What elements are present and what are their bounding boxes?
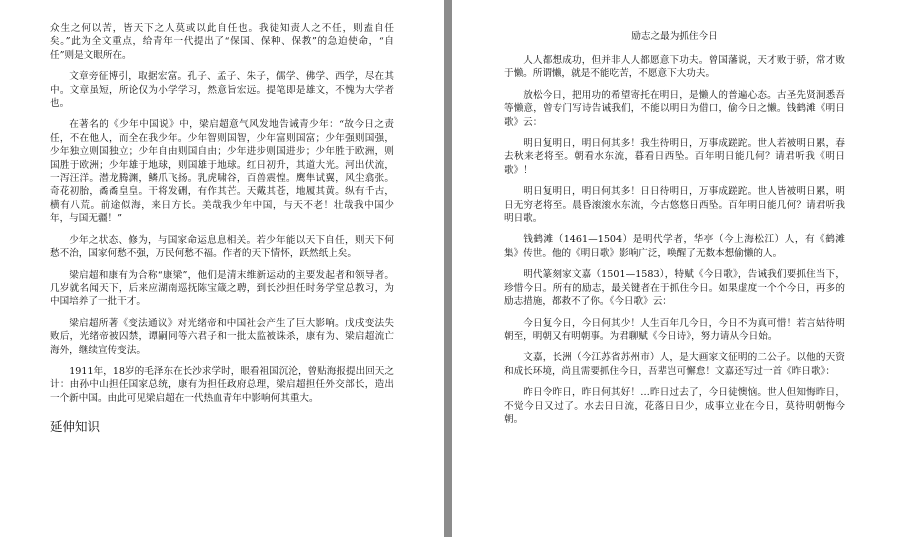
left-paragraph-5: 梁启超和康有为合称“康梁”，他们是清末维新运动的主要发起者和领导者。几岁就名闻天下，后来应湖南巡抚陈宝箴之聘，到长沙担任时务学堂总教习，为中国培养了一批干才。 — [50, 269, 394, 308]
left-paragraph-3: 在著名的《少年中国说》中，梁启超意气风发地告诫青少年：“故今日之责任，不在他人，而全在我少年。少年智则国智，少年富则国富；少年强则国强，少年独立则国独立；少年自由则国自由；少年进步则国进步；少年胜于欧洲，则国胜于欧洲；少年雄于地球，则国雄于地球。红日初升，其道大光。河出伏流，一泻汪洋。潜龙腾渊，鳞爪飞扬。乳虎啸谷，百兽震惶。鹰隼试翼，风尘翕张。奇花初胎，矞矞皇皇。干将发硎，有作其芒。天戴其苍，地履其黄。纵有千古，横有八荒。前途似海，来日方长。美哉我少年中国，与天不老！壮哉我中国少年，与国无疆！” — [50, 119, 394, 225]
left-paragraph-6: 梁启超所著《变法通议》对光绪帝和中国社会产生了巨大影响。戊戌变法失败后，光绪帝被囚禁，谭嗣同等六君子和一批太监被诛杀，康有为、梁启超流亡海外，继续宣传变法。 — [50, 317, 394, 356]
right-paragraph-9: 昨日令昨日，昨日何其好！…昨日过去了，今日徒懊恼。世人但知悔昨日，不觉今日又过了。水去日日流，花落日日少，成事立业在今日，莫待明朝悔今朝。 — [504, 387, 845, 425]
right-paragraph-2: 放松今日，把用功的希望寄托在明日，是懒人的普遍心态。古圣先贤洞悉吾等懒意，曾专门写诗告诫我们，不能以明日为借口，偷今日之懒。钱鹤滩《明日歌》云： — [504, 89, 845, 128]
section-heading: 延伸知识 — [50, 419, 101, 435]
left-paragraph-7: 1911年，18岁的毛泽东在长沙求学时，眼看祖国沉沦，曾贴海报提出回天之计：由孙中山担任国家总统，康有为担任政府总理，梁启超担任外交部长，造出一个新中国。由此可见梁启超在一代热血青年中影响何其重大。 — [50, 365, 394, 404]
left-paragraph-4: 少年之状态、修为，与国家命运息息相关。若少年能以天下自任，则天下何愁不治，国家何愁不强，万民何愁不福。作者的天下情怀，跃然纸上矣。 — [50, 234, 394, 260]
right-paragraph-6: 明代篆刻家文嘉（1501—1583），特赋《今日歌》，告诫我们要抓住当下，珍惜今日。所有的励志，最关键者在于抓住今日。如果虚度一个个今日，再多的励志措施，都救不了你。《今日歌》云： — [504, 269, 845, 308]
right-paragraph-4: 明日复明日，明日何其多！日日待明日，万事成蹉跎。世人皆被明日累，明日无穷老将至。晨昏滚滚水东流，今古悠悠日西坠。百年明日能几何？请君听我明日歌。 — [504, 186, 845, 225]
right-paragraph-7: 今日复今日，今日何其少！人生百年几今日，今日不为真可惜！若言姑待明朝至，明朝又有明朝事。为君聊赋《今日诗》，努力请从今日始。 — [504, 317, 845, 342]
right-page — [452, 0, 897, 537]
left-paragraph-2: 文章旁征博引，取据宏富。孔子、孟子、朱子，儒学、佛学、西学，尽在其中。文章虽短，所论仅为小学学习，然意旨宏远。提笔即是雄文，不愧为大学者也。 — [50, 71, 394, 110]
chapter-title: 励志之最为抓住今日 — [631, 31, 718, 42]
right-paragraph-8: 文嘉，长洲（今江苏省苏州市）人，是大画家文征明的二公子。以他的天资和成长环境，尚且需要抓住今日，吾辈岂可懈怠！文嘉还写过一首《昨日歌》： — [504, 352, 845, 377]
left-page — [0, 0, 444, 537]
page-divider — [444, 0, 452, 537]
left-paragraph-1: 众生之何以苦，皆天下之人莫或以此自任也。我徒知责人之不任，则盍自任矣。”此为全文重点，给青年一代提出了“保国、保种、保教”的急迫使命，“自任”则是文眼所在。 — [50, 23, 394, 61]
right-paragraph-1: 人人都想成功，但并非人人都愿意下功夫。曾国藩说，天才败于骄，常才败于懒。所谓懒，就是不能吃苦，不愿意下大功夫。 — [504, 55, 845, 80]
right-paragraph-5: 钱鹤滩（1461—1504）是明代学者，华亭（今上海松江）人，有《鹤滩集》传世。他的《明日歌》影响广泛，唤醒了无数本想偷懒的人。 — [504, 234, 845, 259]
right-paragraph-3: 明日复明日，明日何其多！我生待明日，万事成蹉跎。世人若被明日累，春去秋来老将至。朝看水东流，暮看日西坠。百年明日能几何？请君听我《明日歌》！ — [504, 138, 845, 176]
